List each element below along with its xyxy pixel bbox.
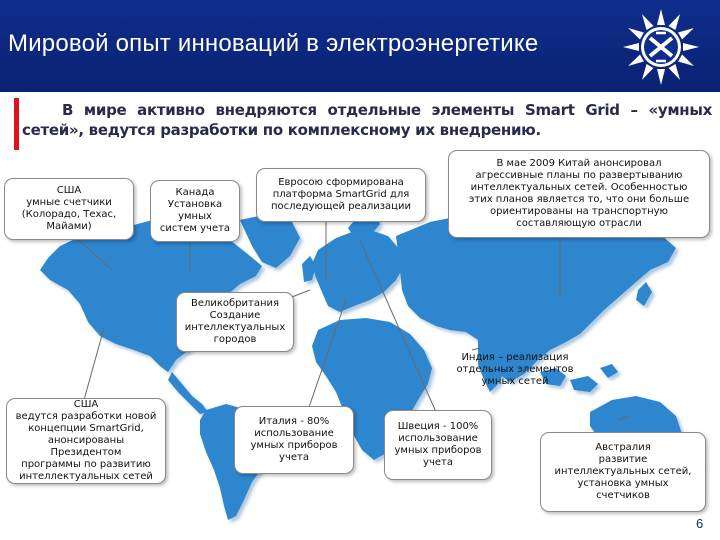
callout-sweden: Швеция - 100% использование умных приборов учета <box>384 410 492 480</box>
slide-title: Мировой опыт инноваций в электроэнергетике <box>8 30 539 57</box>
callout-china: В мае 2009 Китай анонсировал агрессивные планы по развертыванию интеллектуальных сетей. Особенностью этих планов является то, что они больше ориентированы на транспортную составляющую отрасли <box>448 150 710 238</box>
central-america-landmass <box>168 372 208 414</box>
callout-usa-smartgrid: США ведутся разработки новой концепции SmartGrid, анонсированы Президентом программы по развитию интеллектуальных сетей <box>6 398 166 484</box>
intro-text: В мире активно внедряются отдельные элементы Smart Grid – «умных сетей», ведутся разработки по комплексному их внедрению. <box>22 101 712 139</box>
label-india: Индия – реализация отдельных элементов умных сетей <box>456 352 574 387</box>
callout-eu-platform: Евросою сформирована платформа SmartGrid для последующей реализации <box>256 168 426 222</box>
callout-australia: Австралия развитие интеллектуальных сетей, установка умных счетчиков <box>540 432 706 512</box>
callout-italy: Италия - 80% использование умных приборов учета <box>234 406 354 474</box>
callout-canada: Канада Установка умных систем учета <box>150 180 240 242</box>
japan-landmass <box>636 282 652 306</box>
page-number: 6 <box>696 516 704 531</box>
callout-usa-meters: США умные счетчики (Колорадо, Техас, Майами) <box>4 178 134 240</box>
callout-uk: Великобритания Создание интеллектуальных городов <box>176 292 294 352</box>
